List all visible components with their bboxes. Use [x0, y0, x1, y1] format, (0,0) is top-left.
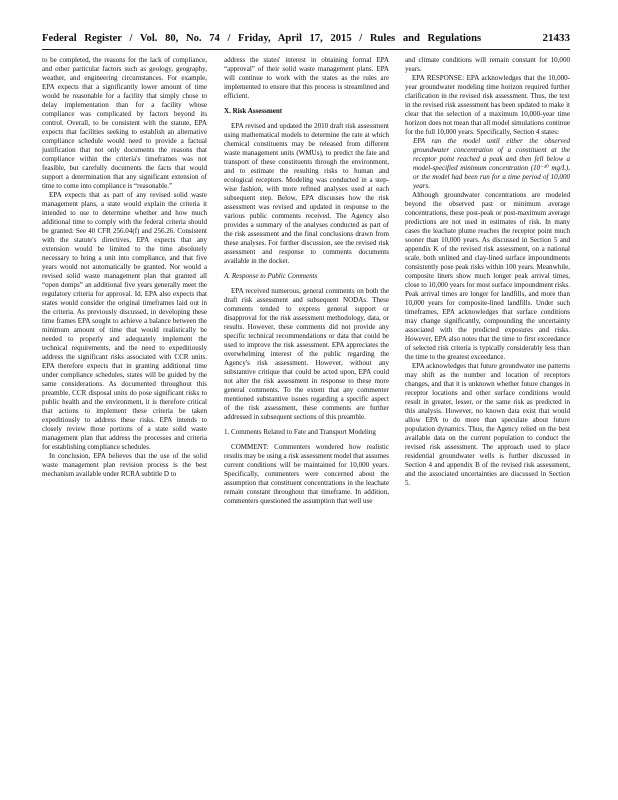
column-3: [405, 56, 570, 488]
paragraph: EPA RESPONSE: EPA acknowledges that the 10,000-year groundwater modeling time horizon required further clarification in the revised risk assessment. Thus, the text in the revised risk assessment has been updated to make it clear that the selection of a maximum 10,000-year time horizon does not mean that all model simulations continue for the full 10,000 years. Specifically, Section 4 states:: [405, 74, 570, 136]
paragraph: Although groundwater concentrations are modeled beyond the observed past or minimum average concentrations, these post-peak or post-maximum average predictions are not used in estimates of risk. In many cases the leachate plume reaches the receptor point much sooner than 10,000 years. As discussed in Section 5 and appendix K of the revised risk assessment, on a national scale, both unlined and clay-lined surface impoundments consistently pose peak risks within 100 years. Meanwhile, composite liners show much longer peak arrival times, close to 10,000 years for most surface impoundment risks. Peak arrival times are longer for landfills, and more than 10,000 years for composite-lined landfills. Under such timeframes, EPA acknowledges that surface conditions may change significantly, compounding the uncertainty associated with the predicted exposures and risks. However, EPA also notes that the time to first exceedance of selected risk criteria is typically considerably less than the time to the greatest exceedance.: [405, 191, 570, 361]
header-rule: [42, 49, 570, 50]
paragraph: EPA received numerous, general comments on both the draft risk assessment and subsequent NODAs. These comments tended to express general support or disapproval for the risk assessment methodology, data, or results. However, these comments did not provide any specific technical recommendations or data that could be used to improve the risk assessment. EPA appreciates the overwhelming interest of the public regarding the Agency's risk assessment. However, without any substantive critique that could be acted upon, EPA could not alter the risk assessment in response to these more general comments. To the extent that any commenter mentioned substantive issues regarding a specific aspect of the risk assessment, these comments are further addressed in subsequent sections of this preamble.: [224, 287, 389, 421]
paragraph: In conclusion, EPA believes that the use of the solid waste management plan revision process is the best mechanism available under RCRA subtitle D to: [42, 452, 207, 478]
running-header: Federal Register / Vol. 80, No. 74 / Friday, April 17, 2015 / Rules and Regulations: [42, 33, 482, 44]
column-2: [224, 56, 389, 506]
paragraph: COMMENT: Commenters wondered how realistic results may be using a risk assessment model that assumes current conditions will be maintained for 10,000 years. Specifically, commenters were concerned about the assumption that constituent concentrations in the leachate remain constant throughout that timeframe. In addition, commenters questioned the assumption that well use: [224, 443, 389, 505]
paragraph: EPA expects that as part of any revised solid waste management plans, a state would explain the criteria it intended to use to determine whether and how much additional time to comply with the federal criteria should be granted. See 40 CFR 256.04(f) and 256.26. Consistent with the statute's directives, EPA expects that any extension would be limited to the time absolutely necessary to bring a unit into compliance, and that five years would not automatically be granted. Nor would a revised solid waste management plan that granted all “open dumps” an additional five years generally meet the regulatory criteria for approval. Id. EPA also expects that states would consider the original timeframes laid out in the criteria. As previously discussed, in developing these time frames EPA sought to achieve a balance between the minimum amount of time that would realistically be needed to properly and adequately implement the technical requirements, and the need to expeditiously address the significant risks associated with CCR units. EPA therefore expects that in granting additional time under compliance schedules, states will be guided by the same considerations. As documented throughout this preamble, CCR disposal units do pose significant risks to public health and the environment, it is therefore critical that actions to implement these criteria be taken expeditiously to address these risks. EPA intends to closely review those portions of a state solid waste management plan that address the processes and criteria for establishing compliance schedules.: [42, 191, 207, 451]
sub-subsection-heading: 1. Comments Related to Fate and Transport Modeling: [224, 428, 376, 436]
subsection-heading: A. Response to Public Comments: [224, 272, 318, 280]
paragraph: EPA revised and updated the 2010 draft risk assessment using mathematical models to determine the rate at which chemical constituents may be released from different waste management units (WMUs), to predict the fate and transport of these constituents through the environment, and to estimate the resulting risks to human and ecological receptors. Modeling was conducted in a step-wise fashion, with more refined analyses used at each subsequent step. Below, EPA discusses how the risk assessment was revised and updated in response to the various public comments received. The Agency also provides a summary of the analyses conducted as part of the risk assessment and the final conclusions drawn from these analyses. For further discussion, see the revised risk assessment and response to comments documents available in the docket.: [224, 122, 389, 265]
paragraph: address the states' interest in obtaining formal EPA “approval” of their solid waste management plans. EPA will continue to work with the states as the rules are implemented to ensure that this process is streamlined and efficient.: [224, 56, 389, 100]
section-heading: X. Risk Assessment: [224, 107, 283, 115]
block-quote: EPA ran the model until either the observed groundwater concentration of a constituent at the receptor point reached a peak and then fell below a model-specified minimum concentration (10⁻²⁰ mg/L), or the model had been run for a time period of 10,000 years.: [413, 137, 570, 190]
paragraph: to be completed, the reasons for the lack of compliance, and other particular factors such as geology, geography, weather, and engineering circumstances. For example, EPA expects that a significantly lower amount of time would be reasonable for a facility that simply chose to delay implementation than for a facility whose compliance was complicated by factors beyond its control. Overall, to be consistent with the statute, EPA expects that facilities seeking to establish an alternative compliance schedule would need to provide a factual justification that not only documents the reasons that compliance within the criteria's timeframes was not feasible, but carefully documents the facts that would support a determination that any significant extension of time to come into compliance is “reasonable.”: [42, 56, 207, 190]
column-1: [42, 56, 207, 479]
paragraph: EPA acknowledges that future groundwater use patterns may shift as the number and location of receptors changes, and that it is unknown whether future changes in receptor locations and other surface conditions would result in greater, lesser, or the same risk as predicted in this analysis. However, no known data exist that would allow EPA to do more than speculate about future population dynamics. Thus, the Agency relied on the best available data on the current population to conduct the revised risk assessment. The approach used to place residential groundwater wells is further discussed in Section 4 and appendix B of the revised risk assessment, and the associated uncertainties are discussed in Section 5.: [405, 362, 570, 487]
paragraph: and climate conditions will remain constant for 10,000 years.: [405, 56, 570, 73]
page-header: [42, 32, 570, 46]
page-number: 21433: [542, 32, 570, 44]
